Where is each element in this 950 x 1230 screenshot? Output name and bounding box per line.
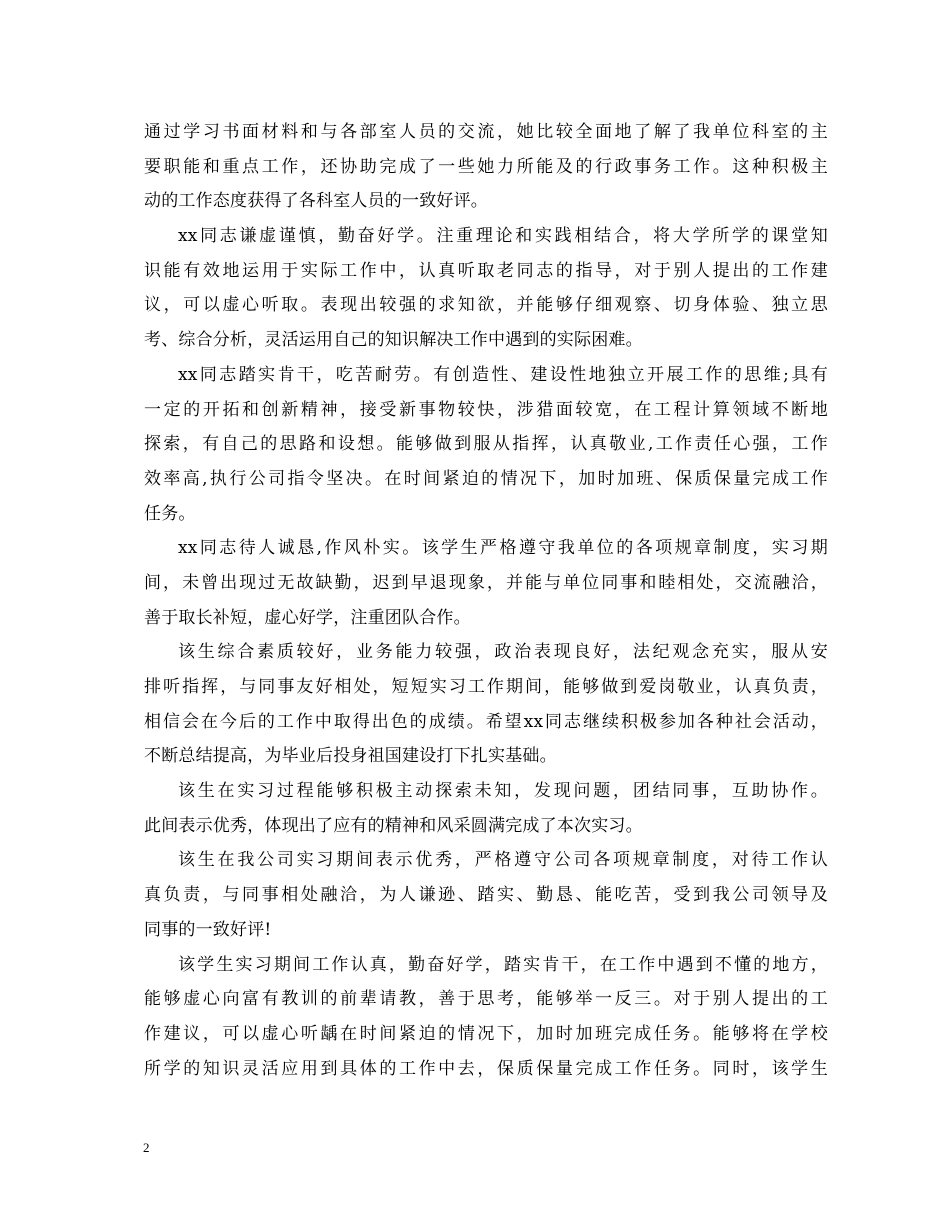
text-line: 间，未曾出现过无故缺勤，迟到早退现象，并能与单位同事和睦相处，交流融洽， — [144, 572, 828, 593]
paragraph — [144, 358, 828, 531]
paragraph — [144, 115, 828, 219]
text-line: 该生在实习过程能够积极主动探索未知，发现问题，团结同事，互助协作。 — [178, 781, 828, 802]
paragraph — [144, 531, 828, 635]
paragraph — [144, 843, 828, 947]
text-line: 识能有效地运用于实际工作中，认真听取老同志的指导，对于别人提出的工作建 — [144, 260, 828, 281]
text-line: 善于取长补短，虚心好学，注重团队合作。 — [144, 607, 471, 628]
page-number: 2 — [143, 1140, 150, 1155]
text-line: 效率高,执行公司指令坚决。在时间紧迫的情况下，加时加班、保质保量完成工作 — [144, 468, 828, 489]
text-line: 通过学习书面材料和与各部室人员的交流，她比较全面地了解了我单位科室的主 — [144, 122, 828, 142]
text-line: 该学生实习期间工作认真，勤奋好学，踏实肯干，在工作中遇到不懂的地方， — [178, 954, 828, 975]
text-line: 要职能和重点工作，还协助完成了一些她力所能及的行政事务工作。这种积极主 — [144, 156, 828, 177]
text-line: xx同志踏实肯干，吃苦耐劳。有创造性、建设性地独立开展工作的思维;具有 — [178, 364, 828, 385]
text-line: 排听指挥，与同事友好相处，短短实习工作期间，能够做到爱岗敬业，认真负责， — [144, 677, 828, 697]
text-line: 动的工作态度获得了各科室人员的一致好评。 — [144, 191, 488, 212]
text-line: 一定的开拓和创新精神，接受新事物较快，涉猎面较宽，在工程计算领域不断地 — [144, 399, 828, 420]
text-line: 任务。 — [144, 503, 196, 524]
text-line: xx同志谦虚谨慎，勤奋好学。注重理论和实践相结合，将大学所学的课堂知 — [178, 226, 828, 247]
text-line: 议，可以虚心听取。表现出较强的求知欲，并能够仔细观察、切身体验、独立思 — [144, 295, 828, 316]
text-line: 探索，有自己的思路和设想。能够做到服从指挥，认真敬业,工作责任心强，工作 — [144, 434, 828, 455]
paragraph — [144, 635, 828, 774]
paragraph — [144, 219, 828, 358]
text-line: 同事的一致好评! — [144, 919, 272, 940]
text-line: 该生在我公司实习期间表示优秀，严格遵守公司各项规章制度，对待工作认 — [178, 850, 828, 871]
text-line: 真负责，与同事相处融洽，为人谦逊、踏实、勤恳、能吃苦，受到我公司领导及 — [144, 885, 828, 906]
text-line: 考、综合分析，灵活运用自己的知识解决工作中遇到的实际困难。 — [144, 330, 643, 351]
paragraph — [144, 948, 828, 1087]
body-text — [144, 115, 828, 1086]
text-line: 此间表示优秀，体现出了应有的精神和风采圆满完成了本次实习。 — [144, 815, 643, 836]
paragraph — [144, 774, 828, 843]
text-line: 作建议，可以虚心听龋在时间紧迫的情况下，加时加班完成任务。能够将在学校 — [144, 1023, 828, 1044]
text-line: 相信会在今后的工作中取得出色的成绩。希望xx同志继续积极参加各种社会活动， — [144, 711, 828, 732]
text-line: xx同志待人诚恳,作风朴实。该学生严格遵守我单位的各项规章制度，实习期 — [178, 538, 828, 559]
text-line: 该生综合素质较好，业务能力较强，政治表现良好，法纪观念充实，服从安 — [178, 642, 828, 663]
text-line: 不断总结提高，为毕业后投身祖国建设打下扎实基础。 — [144, 746, 557, 767]
text-line: 所学的知识灵活应用到具体的工作中去，保质保量完成工作任务。同时，该学生 — [144, 1058, 828, 1079]
text-line: 能够虚心向富有教训的前辈请教，善于思考，能够举一反三。对于别人提出的工 — [144, 989, 828, 1010]
